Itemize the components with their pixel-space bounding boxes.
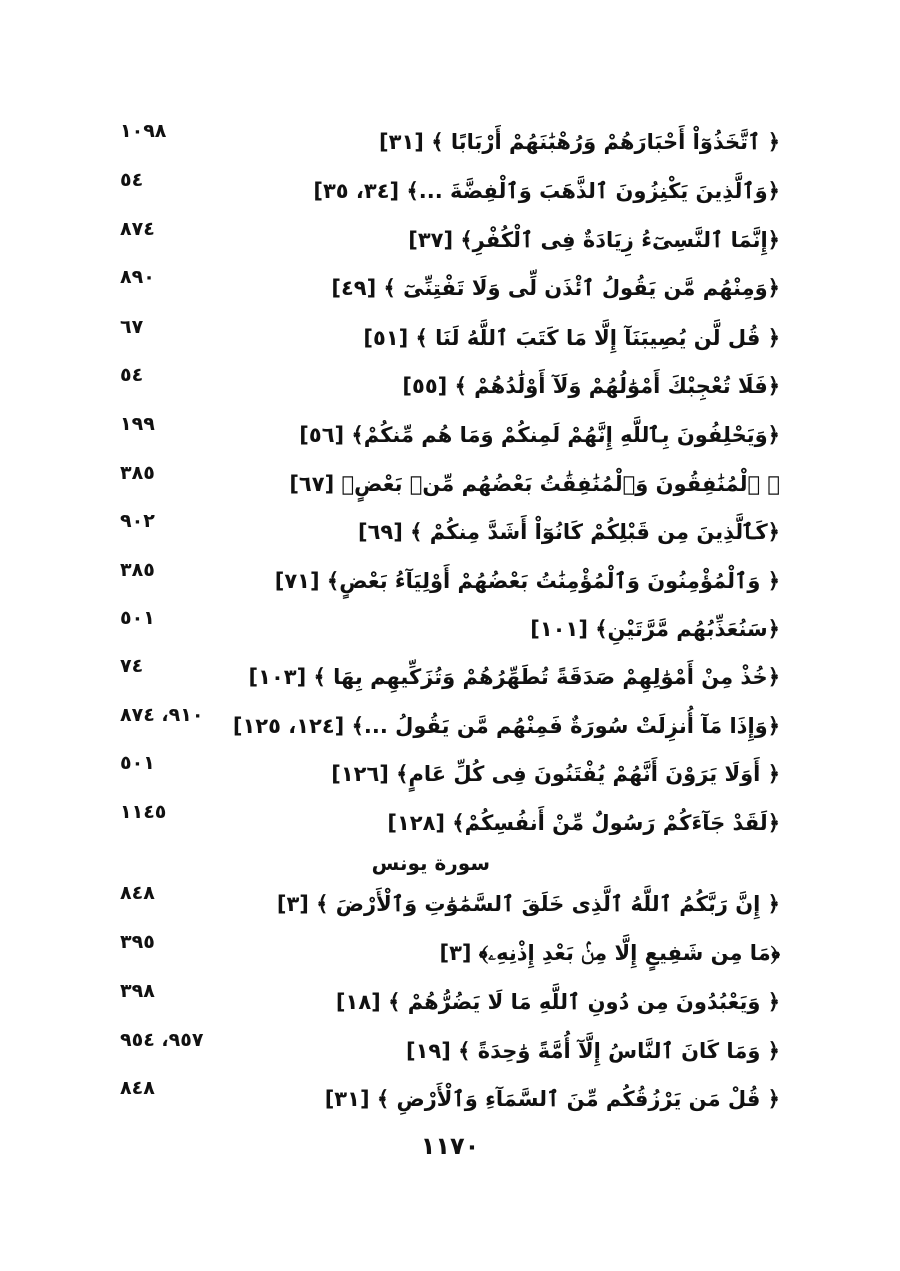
page-references: ١١٤٥ <box>120 801 167 823</box>
verse-reference: ﴿وَإِذَا مَآ أُنزِلَتْ سُورَةٌ فَمِنْهُم مَّن يَقُولُ ...﴾ [١٢٤، ١٢٥] <box>232 714 780 738</box>
page-references: ٥٤ <box>120 364 144 386</box>
index-entry <box>120 464 780 508</box>
verse-reference: ﴿ ٱلْمُنَٰفِقُونَ وَٱلْمُنَٰفِقَٰتُ بَعْضُهُم مِّنۢ بَعْضٍ﴾ [٦٧] <box>289 472 780 496</box>
index-entry <box>120 609 780 653</box>
verse-reference: ﴿سَنُعَذِّبُهُم مَّرَّتَيْنِ﴾ [١٠١] <box>530 617 780 641</box>
page-references: ٣٨٥ <box>120 462 155 484</box>
index-entry <box>120 982 780 1026</box>
index-entry <box>120 657 780 701</box>
verse-reference: ﴿ وَيَعْبُدُونَ مِن دُونِ ٱللَّهِ مَا لَا يَضُرُّهُمْ ﴾ [١٨] <box>335 990 780 1014</box>
verse-reference: ﴿ ٱتَّخَذُوٓاْ أَحْبَارَهُمْ وَرُهْبَٰنَهُمْ أَرْبَابًا ﴾ [٣١] <box>379 130 780 154</box>
verse-reference: ﴿مَا مِن شَفِيعٍ إِلَّا مِنۢ بَعْدِ إِذْنِهِۦ﴾ [٣] <box>439 941 780 965</box>
index-entry <box>120 220 780 264</box>
index-entry <box>120 706 780 750</box>
index-entry <box>120 122 780 166</box>
index-entry <box>120 171 780 215</box>
index-entry <box>120 318 780 362</box>
index-entry <box>120 933 780 977</box>
verse-reference: ﴿وَمِنْهُم مَّن يَقُولُ ٱئْذَن لِّى وَلَا تَفْتِنِّىٓ ﴾ [٤٩] <box>331 276 780 300</box>
page-references: ٥٠١ <box>120 752 155 774</box>
verse-reference: ﴿خُذْ مِنْ أَمْوَٰلِهِمْ صَدَقَةً تُطَهِّرُهُمْ وَتُزَكِّيهِم بِهَا ﴾ [١٠٣] <box>248 665 780 689</box>
surah-heading: سورة يونس <box>371 851 490 875</box>
verse-reference: ﴿فَلَا تُعْجِبْكَ أَمْوَٰلُهُمْ وَلَآ أَوْلَٰدُهُمْ ﴾ [٥٥] <box>402 374 780 398</box>
verse-reference: ﴿ قُلْ مَن يَرْزُقُكُم مِّنَ ٱلسَّمَآءِ وَٱلْأَرْضِ ﴾ [٣١] <box>324 1087 780 1111</box>
verse-reference: ﴿وَٱلَّذِينَ يَكْنِزُونَ ٱلذَّهَبَ وَٱلْفِضَّةَ ...﴾ [٣٤، ٣٥] <box>313 179 780 203</box>
index-entry <box>120 803 780 847</box>
page-references: ٩٠٢ <box>120 510 155 532</box>
page-references: ٨٩٠ <box>120 266 155 288</box>
page-references: ٨٤٨ <box>120 1077 155 1099</box>
index-entry <box>120 415 780 459</box>
index-entry <box>120 884 780 928</box>
verse-reference: ﴿ وَمَا كَانَ ٱلنَّاسُ إِلَّآ أُمَّةً وَٰحِدَةً ﴾ [١٩] <box>405 1039 780 1063</box>
page-references: ٨٧٤ <box>120 218 155 240</box>
index-entry <box>120 1031 780 1075</box>
verse-reference: ﴿لَقَدْ جَآءَكُمْ رَسُولٌ مِّنْ أَنفُسِكُمْ﴾ [١٢٨] <box>387 811 780 835</box>
index-entry <box>120 366 780 410</box>
page-references: ٨٤٨ <box>120 882 155 904</box>
page-references: ١٩٩ <box>120 413 155 435</box>
verse-reference: ﴿كَٱلَّذِينَ مِن قَبْلِكُمْ كَانُوٓاْ أَشَدَّ مِنكُمْ ﴾ [٦٩] <box>357 520 780 544</box>
verse-reference: ﴿ وَٱلْمُؤْمِنُونَ وَٱلْمُؤْمِنَٰتُ بَعْضُهُمْ أَوْلِيَآءُ بَعْضٍ﴾ [٧١] <box>274 569 780 593</box>
verse-reference: ﴿ إِنَّ رَبَّكُمُ ٱللَّهُ ٱلَّذِى خَلَقَ ٱلسَّمَٰوَٰتِ وَٱلْأَرْضَ ﴾ [٣] <box>276 892 780 916</box>
page-references: ٦٧ <box>120 316 144 338</box>
page-references: ٧٤ <box>120 655 144 677</box>
verse-reference: ﴿إِنَّمَا ٱلنَّسِىٓءُ زِيَادَةٌ فِى ٱلْكُفْرِ﴾ [٣٧] <box>408 228 780 252</box>
page-references: ٣٨٥ <box>120 559 155 581</box>
verse-reference: ﴿وَيَحْلِفُونَ بِٱللَّهِ إِنَّهُمْ لَمِنكُمْ وَمَا هُم مِّنكُمْ﴾ [٥٦] <box>299 423 780 447</box>
index-entry <box>120 268 780 312</box>
page-references: ٣٩٨ <box>120 980 155 1002</box>
page-references: ١٠٩٨ <box>120 120 167 142</box>
index-entry <box>120 512 780 556</box>
page-references: ٥٤ <box>120 169 144 191</box>
page-references: ٣٩٥ <box>120 931 155 953</box>
index-entry <box>120 754 780 798</box>
page-references: ٩١٠، ٨٧٤ <box>120 704 204 726</box>
verse-reference: ﴿ أَوَلَا يَرَوْنَ أَنَّهُمْ يُفْتَنُونَ فِى كُلِّ عَامٍ﴾ [١٢٦] <box>331 762 780 786</box>
index-entry <box>120 561 780 605</box>
page-references: ٩٥٧، ٩٥٤ <box>120 1029 204 1051</box>
index-entry <box>120 1079 780 1123</box>
verse-reference: ﴿ قُل لَّن يُصِيبَنَآ إِلَّا مَا كَتَبَ ٱللَّهُ لَنَا ﴾ [٥١] <box>363 326 780 350</box>
page-number: ١١٧٠ <box>420 1132 480 1160</box>
page-references: ٥٠١ <box>120 607 155 629</box>
